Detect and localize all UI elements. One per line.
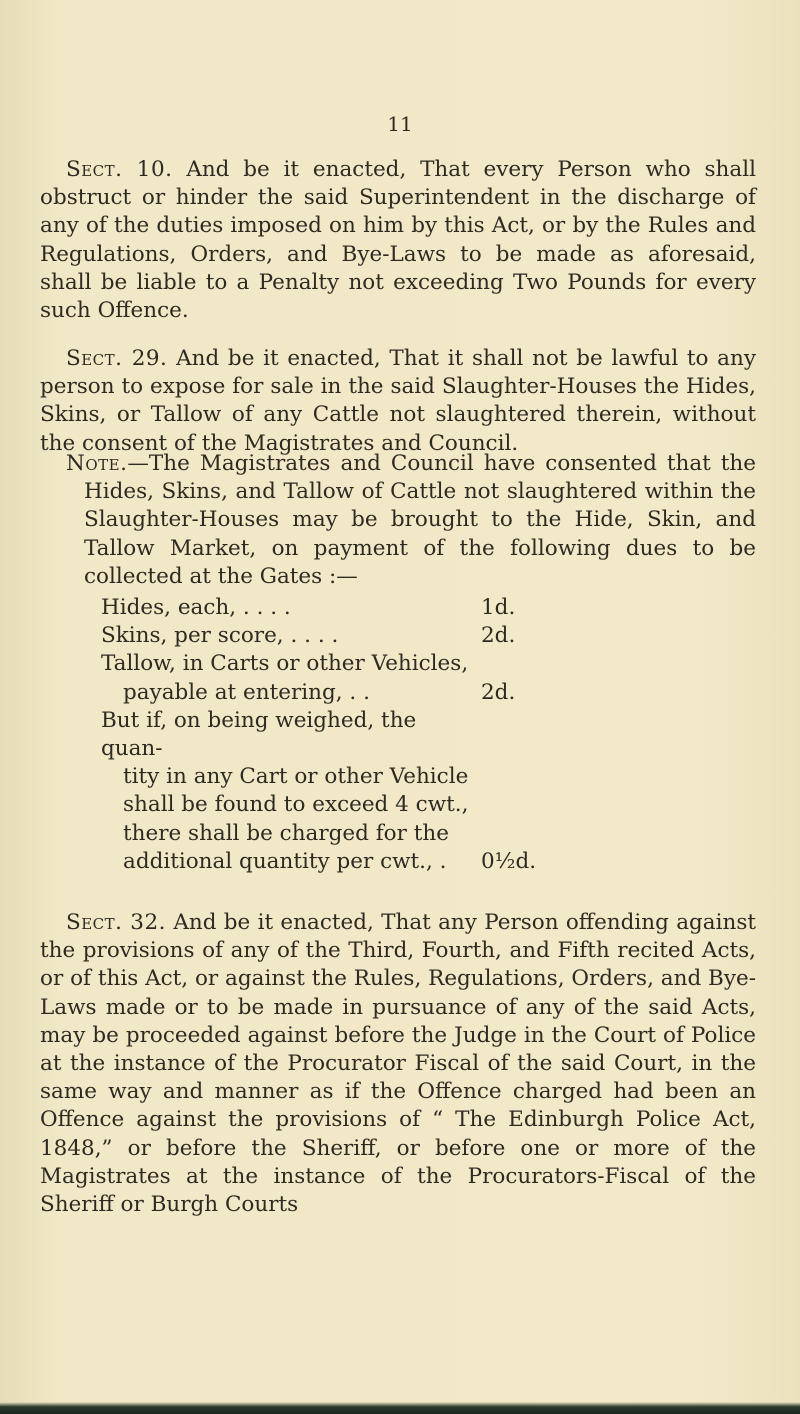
section-10 bbox=[40, 156, 756, 325]
section-29-heading: Sect. 29. bbox=[66, 346, 168, 371]
due-label-line: tity in any Cart or other Vehicle bbox=[123, 764, 469, 790]
due-row-skins bbox=[101, 622, 541, 650]
due-amount: 2d. bbox=[481, 679, 516, 705]
due-label-block bbox=[101, 650, 481, 706]
due-label-block bbox=[101, 707, 481, 876]
due-label-line: payable at entering, bbox=[123, 679, 343, 705]
due-label-block bbox=[101, 622, 481, 650]
due-label-continued bbox=[101, 848, 481, 876]
due-row-hides bbox=[101, 594, 541, 622]
due-label-continued bbox=[101, 679, 481, 707]
due-leader: . . . . bbox=[236, 595, 291, 620]
note-heading: Note. bbox=[66, 451, 128, 476]
page-number: 11 bbox=[387, 112, 413, 136]
due-amount: 0½d. bbox=[481, 848, 537, 874]
due-leader: . bbox=[432, 848, 447, 874]
note bbox=[40, 450, 756, 591]
due-label-line: shall be found to exceed 4 cwt., bbox=[123, 792, 469, 818]
due-row-tallow bbox=[101, 650, 541, 706]
due-label: Skins, per score, . bbox=[101, 623, 298, 649]
dues-table bbox=[101, 594, 541, 876]
section-10-heading: Sect. 10. bbox=[66, 157, 173, 182]
section-29 bbox=[40, 345, 756, 458]
section-10-text: And be it enacted, That every Person who shall obstruct or hinder the said Superintendent in the discharge of any of the duties imposed on him by this Act, or by the Rules and Regulations, Orders, and Bye-Laws to be made as aforesaid, shall be liable to a Penalty not exceeding Two Pounds for every such Offence. bbox=[40, 157, 756, 324]
due-amount: 1d. bbox=[481, 595, 516, 620]
section-32-heading: Sect. 32. bbox=[66, 910, 167, 935]
page-bottom-edge bbox=[0, 1402, 800, 1414]
due-label: Hides, each, bbox=[101, 595, 237, 620]
due-label-block bbox=[101, 594, 481, 622]
section-32-text: And be it enacted, That any Person offending against the provisions of any of the Third, Fourth, and Fifth recited Acts, or of this Act, or against the Rules, Regulations, Orders, and Bye-Laws made or to be made in pursuance of any of the said Acts, may be proceeded against before the Judge in the Court of Police at the instance of the Procurator Fiscal of the said Court, in the same way and manner as if the Offence charged had been an Offence against the provisions of “ The Edinburgh Police Act, 1848,” or before the Sheriff, or before one or more of the Magistrates at the instance of the Procurators-Fiscal of the Sheriff or Burgh Courts bbox=[40, 910, 757, 1218]
due-label: Tallow, in Carts or other Vehicles, bbox=[101, 651, 469, 677]
section-32 bbox=[40, 909, 756, 1219]
due-label-line: there shall be charged for the bbox=[123, 820, 449, 846]
note-text: —The Magistrates and Council have consented that the Hides, Skins, and Tallow of Cattle not slaughtered within the Slaughter-Houses may be brought to the Hide, Skin, and Tallow Market, on payment of the following dues to be collected at the Gates :— bbox=[84, 451, 756, 589]
due-label-line: additional quantity per cwt., bbox=[123, 848, 433, 874]
due-amount: 2d. bbox=[481, 623, 516, 649]
due-row-extra-weight bbox=[101, 707, 541, 876]
note-lead bbox=[40, 450, 756, 591]
due-leader: . . bbox=[342, 679, 370, 705]
section-29-text: And be it enacted, That it shall not be lawful to any person to expose for sale in the said Slaughter-Houses the Hides, Skins, or Tallow of any Cattle not slaughtered therein, without the consent of the Magistrates and Council. bbox=[40, 346, 756, 456]
due-label: But if, on being weighed, the quan- bbox=[101, 707, 417, 762]
due-leader: . . . bbox=[297, 623, 339, 649]
